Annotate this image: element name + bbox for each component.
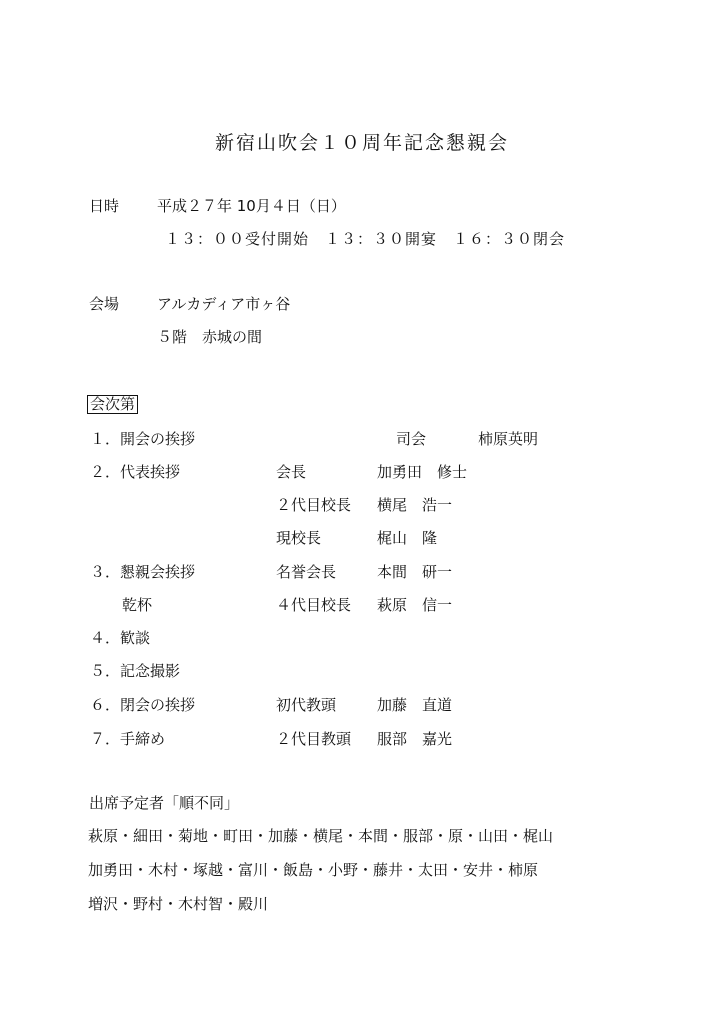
program-item: ６．閉会の挨拶: [90, 696, 196, 714]
program-person: 横尾 浩一: [377, 496, 453, 514]
program-role: 初代教頭: [276, 696, 337, 714]
event-date: 平成２７年 10月４日（日）: [157, 197, 346, 215]
program-item: ２．代表挨拶: [90, 463, 181, 481]
program-person: 本間 研一: [377, 563, 453, 581]
venue-room: ５階 赤城の間: [157, 328, 263, 346]
program-item: ３．懇親会挨拶: [90, 563, 196, 581]
program-person: 梶山 隆: [377, 529, 438, 547]
program-person: 服部 嘉光: [377, 730, 453, 748]
program-item: ４．歓談: [90, 629, 151, 647]
program-person: 加藤 直道: [377, 696, 453, 714]
datetime-label: 日時: [89, 197, 120, 215]
program-person: 柿原英明: [478, 430, 539, 448]
page-title: 新宿山吹会１０周年記念懇親会: [214, 132, 509, 154]
attendees-line: 増沢・野村・木村智・殿川: [88, 895, 269, 913]
attendees-heading: 出席予定者「順不同」: [89, 794, 240, 812]
event-times: １３：００受付開始 １３：３０開宴 １６：３０閉会: [165, 230, 566, 248]
program-role: ４代目校長: [276, 596, 352, 614]
program-item: ５．記念撮影: [90, 662, 181, 680]
program-item: 乾杯: [122, 596, 153, 614]
program-heading: 会次第: [87, 395, 138, 414]
program-role: 名誉会長: [276, 563, 337, 581]
program-person: 萩原 信一: [377, 596, 453, 614]
program-role: 会長: [276, 463, 307, 481]
attendees-line: 加勇田・木村・塚越・富川・飯島・小野・藤井・太田・安井・柿原: [88, 861, 539, 879]
program-item: ７．手締め: [90, 730, 166, 748]
program-role: ２代目教頭: [276, 730, 352, 748]
program-item: １．開会の挨拶: [90, 430, 196, 448]
program-role: 司会: [396, 430, 427, 448]
program-person: 加勇田 修士: [377, 463, 468, 481]
venue-label: 会場: [89, 295, 120, 313]
attendees-line: 萩原・細田・菊地・町田・加藤・横尾・本間・服部・原・山田・梶山: [88, 827, 554, 845]
venue-name: アルカディア市ヶ谷: [157, 295, 291, 313]
program-role: ２代目校長: [276, 496, 352, 514]
program-role: 現校長: [276, 529, 322, 547]
